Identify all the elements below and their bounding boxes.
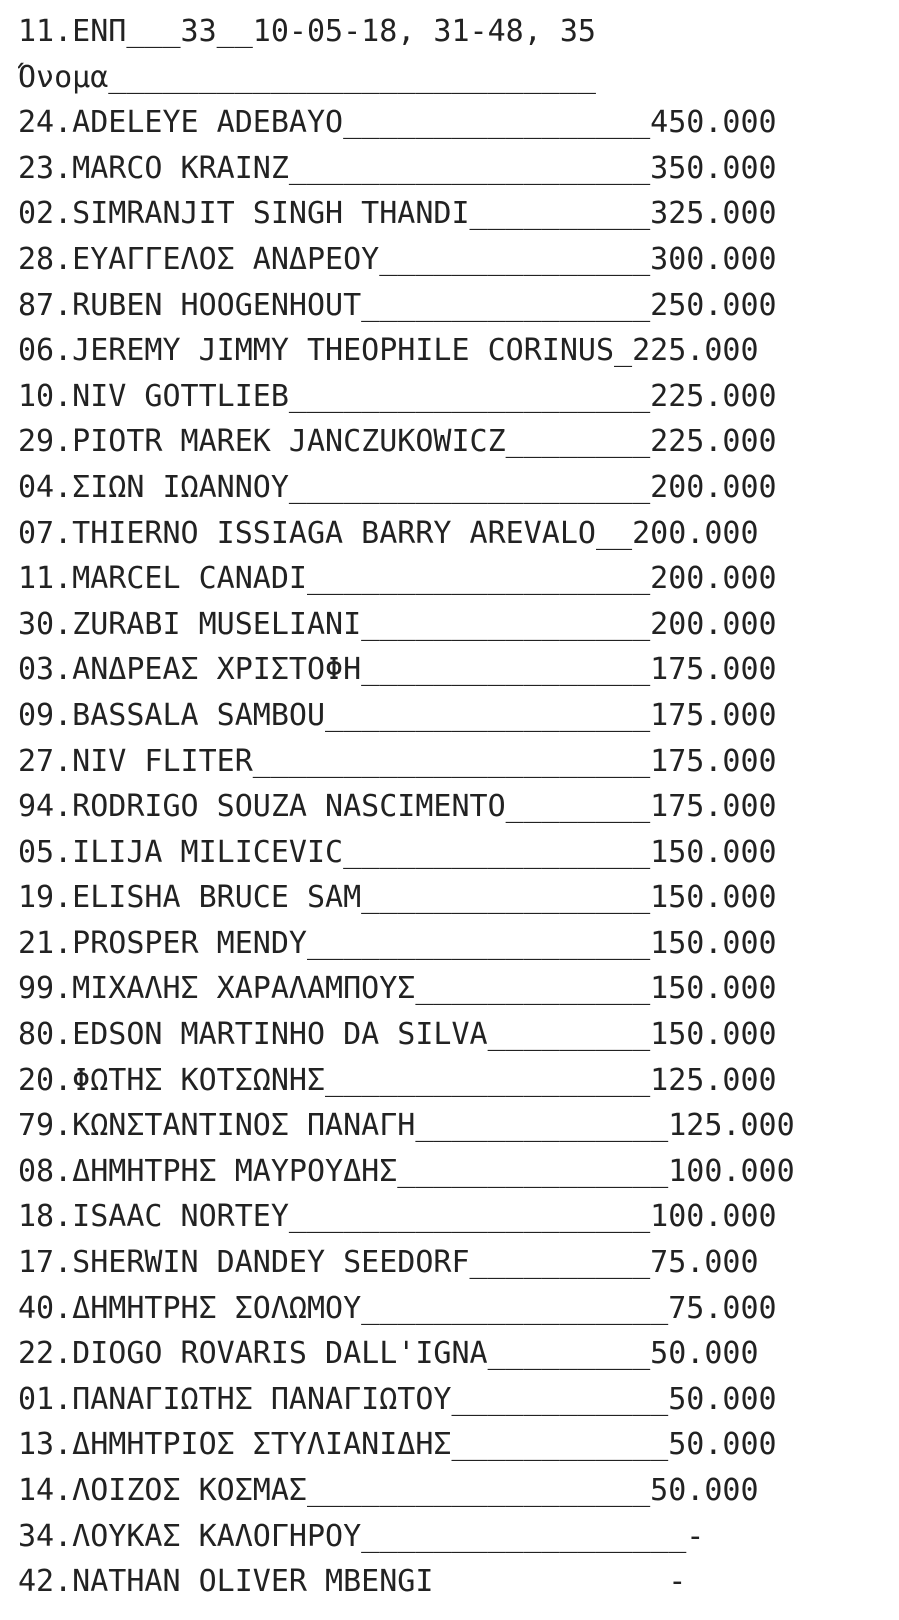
list-item: 22.DIOGO ROVARIS DALL'IGNA_________50.000 [18, 1336, 759, 1372]
list-item: 21.PROSPER MENDY___________________150.000 [18, 925, 777, 961]
document-subheader: Όνομα___________________________ [18, 59, 596, 95]
list-item: 20.ΦΩΤΗΣ ΚΟΤΣΩΝΗΣ__________________125.000 [18, 1062, 777, 1098]
list-item: 02.SIMRANJIT SINGH THANDI__________325.000 [18, 196, 777, 232]
list-item: 94.RODRIGO SOUZA NASCIMENTO________175.000 [18, 789, 777, 825]
list-item: 13.ΔΗΜΗΤΡΙΟΣ ΣΤΥΛΙΑΝΙΔΗΣ____________50.000 [18, 1427, 777, 1463]
list-item: 08.ΔΗΜΗΤΡΗΣ ΜΑΥΡΟΥΔΗΣ_______________100.000 [18, 1153, 795, 1189]
list-item: 79.ΚΩΝΣΤΑΝΤΙΝΟΣ ΠΑΝΑΓΗ______________125.000 [18, 1108, 795, 1144]
list-item: 18.ISAAC NORTEY____________________100.000 [18, 1199, 777, 1235]
list-item: 19.ELISHA BRUCE SAM________________150.000 [18, 880, 777, 916]
list-item: 17.SHERWIN DANDEY SEEDORF__________75.000 [18, 1245, 759, 1281]
list-item: 27.NIV FLITER______________________175.000 [18, 743, 777, 779]
list-item: 24.ADELEYE ADEBAYO_________________450.000 [18, 105, 777, 141]
list-item: 11.MARCEL CANADI___________________200.000 [18, 561, 777, 597]
document-header: 11.ΕΝΠ___33__10-05-18, 31-48, 35 [18, 14, 596, 49]
list-item: 42.NATHAN OLIVER MBENGI - [18, 1564, 687, 1600]
list-item: 10.NIV GOTTLIEB____________________225.000 [18, 378, 777, 414]
list-item: 30.ZURABI MUSELIANI________________200.000 [18, 606, 777, 642]
list-item: 87.RUBEN HOOGENHOUT________________250.000 [18, 287, 777, 323]
list-item: 34.ΛΟΥΚΑΣ ΚΑΛΟΓΗΡΟΥ__________________- [18, 1518, 705, 1554]
list-item: 01.ΠΑΝΑΓΙΩΤΗΣ ΠΑΝΑΓΙΩΤΟΥ____________50.000 [18, 1381, 777, 1417]
document-text [18, 9, 888, 1605]
list-item: 07.THIERNO ISSIAGA BARRY AREVALO__200.000 [18, 515, 759, 551]
list-item: 05.ILIJA MILICEVIC_________________150.000 [18, 834, 777, 870]
list-item: 14.ΛΟΙΖΟΣ ΚΟΣΜΑΣ___________________50.000 [18, 1473, 759, 1508]
list-item: 06.JEREMY JIMMY THEOPHILE CORINUS_225.000 [18, 333, 759, 369]
list-item: 99.ΜΙΧΑΛΗΣ ΧΑΡΑΛΑΜΠΟΥΣ_____________150.000 [18, 971, 777, 1007]
list-item: 40.ΔΗΜΗΤΡΗΣ ΣΟΛΩΜΟΥ_________________75.000 [18, 1290, 777, 1326]
list-item: 09.BASSALA SAMBOU__________________175.000 [18, 697, 777, 733]
list-item: 04.ΣΙΩΝ ΙΩΑΝΝΟΥ____________________200.000 [18, 469, 777, 505]
list-item: 80.EDSON MARTINHO DA SILVA_________150.000 [18, 1017, 777, 1053]
list-item: 23.MARCO KRAINZ____________________350.000 [18, 150, 777, 186]
list-item: 28.ΕΥΑΓΓΕΛΟΣ ΑΝΔΡΕΟΥ_______________300.000 [18, 241, 777, 277]
list-item: 03.ΑΝΔΡΕΑΣ ΧΡΙΣΤΟΦΗ________________175.000 [18, 652, 777, 688]
list-item: 29.PIOTR MAREK JANCZUKOWICZ________225.000 [18, 424, 777, 460]
